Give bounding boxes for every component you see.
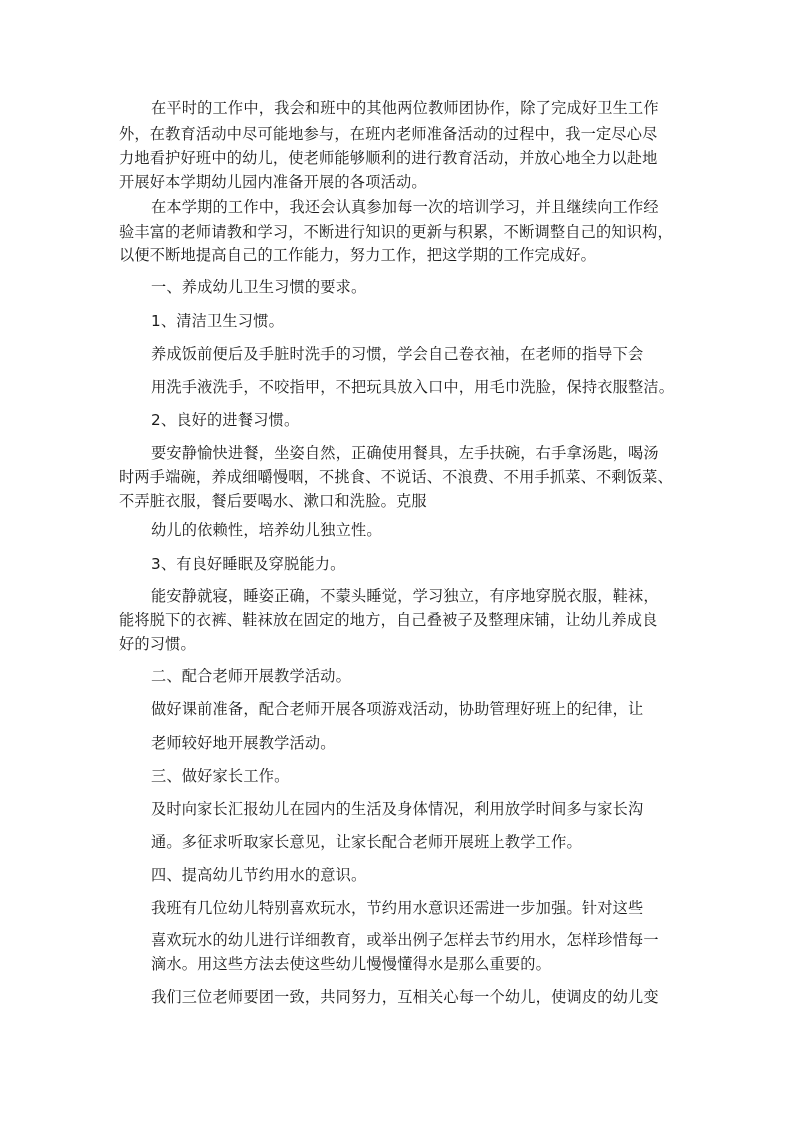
text-line: 我班有几位幼儿特别喜欢玩水，节约用水意识还需进一步加强。针对这些 — [151, 899, 644, 917]
text-line: 好的习惯。 — [119, 635, 196, 653]
text-line: 幼儿的依赖性，培养幼儿独立性。 — [151, 521, 382, 539]
text-line: 不弄脏衣服，餐后要喝水、漱口和洗脸。克服 — [119, 492, 427, 510]
text-line: 以便不断地提高自己的工作能力，努力工作，把这学期的工作完成好。 — [119, 246, 597, 264]
text-line: 喜欢玩水的幼儿进行详细教育，或举出例子怎样去节约用水，怎样珍惜每一 — [151, 931, 659, 949]
text-line: 养成饭前便后及手脏时洗手的习惯，学会自己卷衣袖，在老师的指导下会 — [151, 345, 644, 363]
text-line: 要安静愉快进餐，坐姿自然，正确使用餐具，左手扶碗，右手拿汤匙，喝汤 — [151, 444, 659, 462]
text-line: 及时向家长汇报幼儿在园内的生活及身体情况，利用放学时间多与家长沟 — [151, 800, 644, 818]
sub-heading: 3、有良好睡眠及穿脱能力。 — [151, 555, 346, 573]
text-line: 滴水。用这些方法去使这些幼儿慢慢懂得水是那么重要的。 — [151, 955, 552, 973]
text-line: 能安静就寝，睡姿正确，不蒙头睡觉，学习独立，有序地穿脱衣服，鞋袜， — [151, 587, 659, 605]
text-line: 用洗手液洗手，不咬指甲，不把玩具放入口中，用毛巾洗脸，保持衣服整洁。 — [151, 378, 675, 396]
section-heading: 二、配合老师开展教学活动。 — [151, 667, 352, 685]
section-heading: 三、做好家长工作。 — [151, 767, 290, 785]
text-line: 在平时的工作中，我会和班中的其他两位教师团协作，除了完成好卫生工作 — [151, 99, 659, 117]
sub-heading: 2、良好的进餐习惯。 — [151, 411, 300, 429]
sub-heading: 1、清洁卫生习惯。 — [151, 312, 284, 330]
text-line: 在本学期的工作中，我还会认真参加每一次的培训学习，并且继续向工作经 — [151, 198, 659, 216]
text-line: 能将脱下的衣裤、鞋袜放在固定的地方，自己叠被子及整理床铺，让幼儿养成良 — [119, 611, 658, 629]
section-heading: 四、提高幼儿节约用水的意识。 — [151, 866, 367, 884]
text-line: 老师较好地开展教学活动。 — [151, 734, 336, 752]
section-heading: 一、养成幼儿卫生习惯的要求。 — [151, 278, 367, 296]
text-line: 时两手端碗，养成细嚼慢咽，不挑食、不说话、不浪费、不用手抓菜、不剩饭菜、 — [119, 468, 673, 486]
text-line: 开展好本学期幼儿园内准备开展的各项活动。 — [119, 173, 427, 191]
text-line: 验丰富的老师请教和学习，不断进行知识的更新与积累，不断调整自己的知识构， — [119, 223, 673, 241]
text-line: 外，在教育活动中尽可能地参与，在班内老师准备活动的过程中，我一定尽心尽 — [119, 125, 658, 143]
text-line: 力地看护好班中的幼儿，使老师能够顺利的进行教育活动，并放心地全力以赴地 — [119, 149, 658, 167]
text-line: 通。多征求听取家长意见，让家长配合老师开展班上教学工作。 — [151, 833, 582, 851]
text-line: 我们三位老师要团一致，共同努力，互相关心每一个幼儿，使调皮的幼儿变 — [151, 988, 659, 1006]
text-line: 做好课前准备，配合老师开展各项游戏活动，协助管理好班上的纪律，让 — [151, 700, 644, 718]
